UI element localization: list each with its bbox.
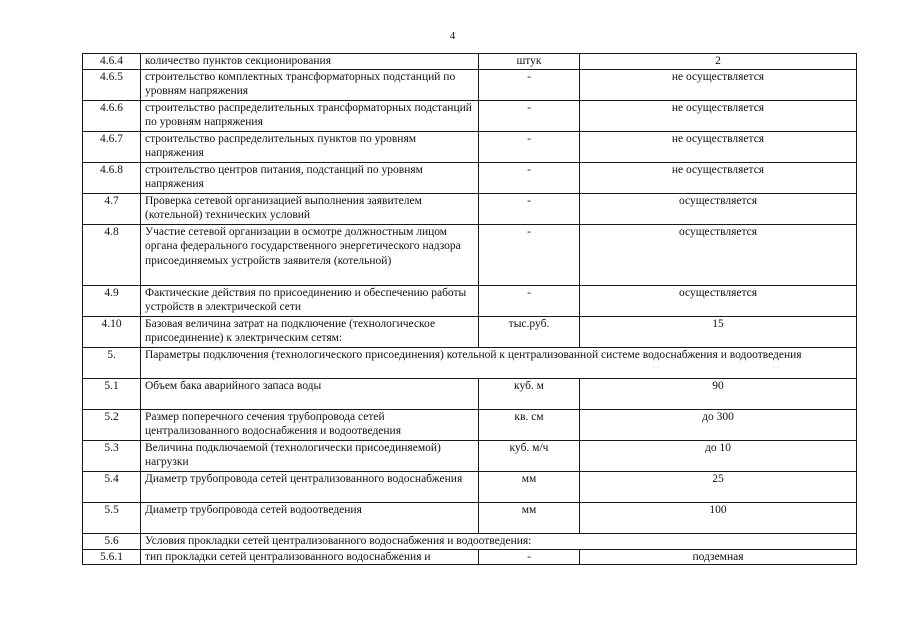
- parameter-description: строительство распределительных пунктов по уровням напряжения: [141, 131, 479, 162]
- unit-cell: мм: [479, 471, 580, 502]
- row-number: 4.7: [83, 193, 141, 224]
- row-number: 4.9: [83, 285, 141, 316]
- unit-cell: кв. см: [479, 409, 580, 440]
- row-number: 5.5: [83, 502, 141, 533]
- table-row: [83, 502, 857, 533]
- row-number: 5.3: [83, 440, 141, 471]
- value-cell: подземная: [580, 549, 857, 565]
- unit-cell: куб. м: [479, 378, 580, 409]
- row-number: 5.: [83, 347, 141, 378]
- unit-cell: -: [479, 549, 580, 565]
- section-heading: Условия прокладки сетей централизованного водоснабжения и водоотведения:: [141, 533, 857, 549]
- value-cell: 15: [580, 316, 857, 347]
- unit-cell: -: [479, 285, 580, 316]
- unit-cell: -: [479, 224, 580, 285]
- parameter-description: строительство комплектных трансформаторных подстанций по уровням напряжения: [141, 69, 479, 100]
- unit-cell: куб. м/ч: [479, 440, 580, 471]
- row-number: 5.2: [83, 409, 141, 440]
- value-cell: не осуществляется: [580, 131, 857, 162]
- value-cell: не осуществляется: [580, 100, 857, 131]
- table-row: [83, 131, 857, 162]
- value-cell: осуществляется: [580, 285, 857, 316]
- value-cell: до 300: [580, 409, 857, 440]
- value-cell: 100: [580, 502, 857, 533]
- table-row: [83, 409, 857, 440]
- value-cell: 25: [580, 471, 857, 502]
- row-number: 5.4: [83, 471, 141, 502]
- table-row: [83, 440, 857, 471]
- table-row: [83, 100, 857, 131]
- unit-cell: мм: [479, 502, 580, 533]
- value-cell: осуществляется: [580, 193, 857, 224]
- parameter-description: Диаметр трубопровода сетей водоотведения: [141, 502, 479, 533]
- parameter-description: Участие сетевой организации в осмотре должностным лицом органа федерального государственного энергетического надзора присоединяемых устройств заявителя (котельной): [141, 224, 479, 285]
- unit-cell: тыс.руб.: [479, 316, 580, 347]
- row-number: 5.6: [83, 533, 141, 549]
- unit-cell: -: [479, 162, 580, 193]
- parameter-description: тип прокладки сетей централизованного водоснабжения и: [141, 549, 479, 565]
- table-row: [83, 549, 857, 565]
- row-number: 5.6.1: [83, 549, 141, 565]
- table-row: [83, 471, 857, 502]
- parameter-description: Фактические действия по присоединению и обеспечению работы устройств в электрической сети: [141, 285, 479, 316]
- row-number: 4.6.4: [83, 54, 141, 70]
- parameter-description: Базовая величина затрат на подключение (технологическое присоединение) к электрическим сетям:: [141, 316, 479, 347]
- table-row: [83, 193, 857, 224]
- parameter-description: строительство центров питания, подстанций по уровням напряжения: [141, 162, 479, 193]
- row-number: 4.6.7: [83, 131, 141, 162]
- parameter-description: количество пунктов секционирования: [141, 54, 479, 70]
- value-cell: не осуществляется: [580, 162, 857, 193]
- table-row: [83, 533, 857, 549]
- parameter-description: Величина подключаемой (технологически присоединяемой) нагрузки: [141, 440, 479, 471]
- row-number: 5.1: [83, 378, 141, 409]
- row-number: 4.6.6: [83, 100, 141, 131]
- parameter-description: Объем бака аварийного запаса воды: [141, 378, 479, 409]
- page-number: 4: [449, 30, 456, 42]
- row-number: 4.8: [83, 224, 141, 285]
- unit-cell: -: [479, 69, 580, 100]
- section-heading: Параметры подключения (технологического присоединения) котельной к централизованной системе водоснабжения и водоотведения: [141, 347, 857, 378]
- unit-cell: -: [479, 193, 580, 224]
- parameter-description: Проверка сетевой организацией выполнения заявителем (котельной) технических условий: [141, 193, 479, 224]
- unit-cell: -: [479, 131, 580, 162]
- value-cell: 2: [580, 54, 857, 70]
- parameter-description: строительство распределительных трансформаторных подстанций по уровням напряжения: [141, 100, 479, 131]
- parameter-description: Диаметр трубопровода сетей централизованного водоснабжения: [141, 471, 479, 502]
- row-number: 4.10: [83, 316, 141, 347]
- value-cell: 90: [580, 378, 857, 409]
- table-row: [83, 162, 857, 193]
- table-row: [83, 224, 857, 285]
- table-row: [83, 316, 857, 347]
- value-cell: осуществляется: [580, 224, 857, 285]
- table-row: [83, 69, 857, 100]
- row-number: 4.6.8: [83, 162, 141, 193]
- value-cell: до 10: [580, 440, 857, 471]
- unit-cell: -: [479, 100, 580, 131]
- unit-cell: штук: [479, 54, 580, 70]
- parameter-description: Размер поперечного сечения трубопровода сетей централизованного водоснабжения и водоотведения: [141, 409, 479, 440]
- table-row: [83, 54, 857, 70]
- table-row: [83, 347, 857, 378]
- table-row: [83, 378, 857, 409]
- parameters-table: [82, 53, 857, 565]
- row-number: 4.6.5: [83, 69, 141, 100]
- table-row: [83, 285, 857, 316]
- value-cell: не осуществляется: [580, 69, 857, 100]
